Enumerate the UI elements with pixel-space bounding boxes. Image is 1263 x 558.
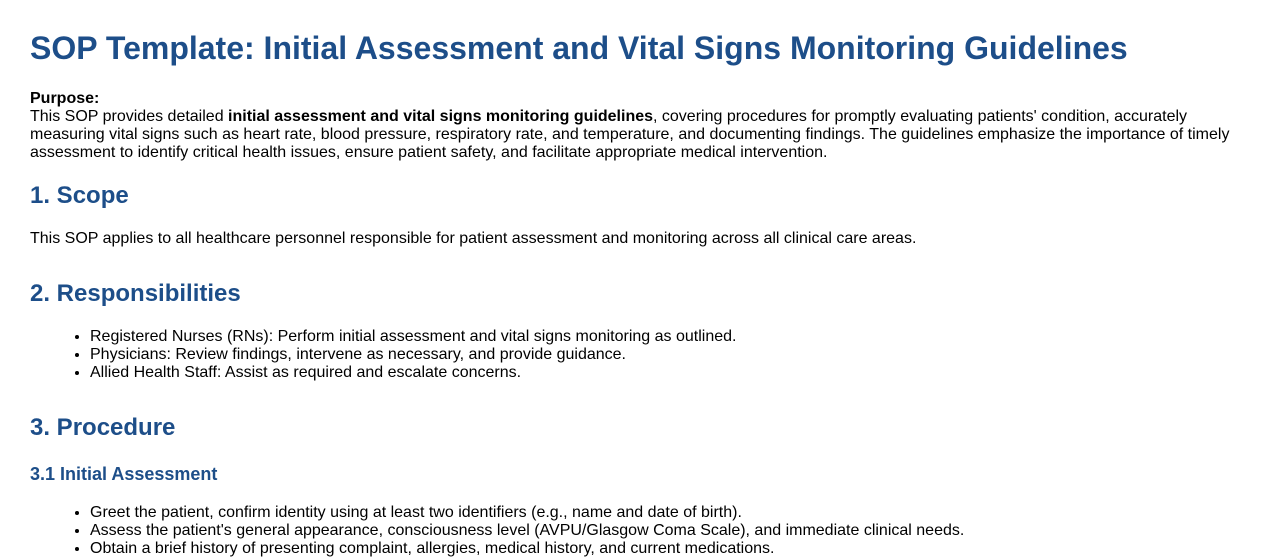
purpose-text-after: , covering procedures for promptly evaluating patients' condition, accurately measuring vital signs such as heart rate, blood pressure, respiratory rate, and temperature, and documenting findings. The guidelines emphasize the importance of timely assessment to identify critical health issues, ensure patient safety, and facilitate appropriate medical intervention. — [30, 108, 1230, 161]
scope-heading: 1. Scope — [30, 182, 129, 209]
page-title: SOP Template: Initial Assessment and Vital Signs Monitoring Guidelines — [30, 30, 1128, 66]
purpose-text — [30, 108, 1229, 161]
purpose-label: Purpose: — [30, 90, 100, 107]
list-item: • Assess the patient's general appearance, consciousness level (AVPU/Glasgow Coma Scale), and immediate clinical needs. — [90, 522, 1233, 540]
purpose-section — [30, 90, 1233, 162]
initial-assessment-heading: 3.1 Initial Assessment — [30, 464, 218, 484]
list-item: • Greet the patient, confirm identity using at least two identifiers (e.g., name and date of birth). — [90, 504, 1233, 522]
initial-assessment-list — [30, 504, 1233, 558]
responsibilities-list — [30, 328, 1233, 382]
list-item: • Registered Nurses (RNs): Perform initial assessment and vital signs monitoring as outlined. — [90, 328, 1233, 346]
list-item: • Allied Health Staff: Assist as required and escalate concerns. — [90, 364, 1233, 382]
scope-text: This SOP applies to all healthcare personnel responsible for patient assessment and monitoring across all clinical care areas. — [30, 230, 917, 247]
responsibilities-heading: 2. Responsibilities — [30, 280, 241, 307]
list-item: • Physicians: Review findings, intervene as necessary, and provide guidance. — [90, 346, 1233, 364]
purpose-text-before: This SOP provides detailed — [30, 108, 229, 125]
purpose-text-bold: initial assessment and vital signs monitoring guidelines — [228, 108, 654, 125]
procedure-heading: 3. Procedure — [30, 414, 176, 441]
list-item: • Obtain a brief history of presenting complaint, allergies, medical history, and current medications. — [90, 540, 1233, 558]
